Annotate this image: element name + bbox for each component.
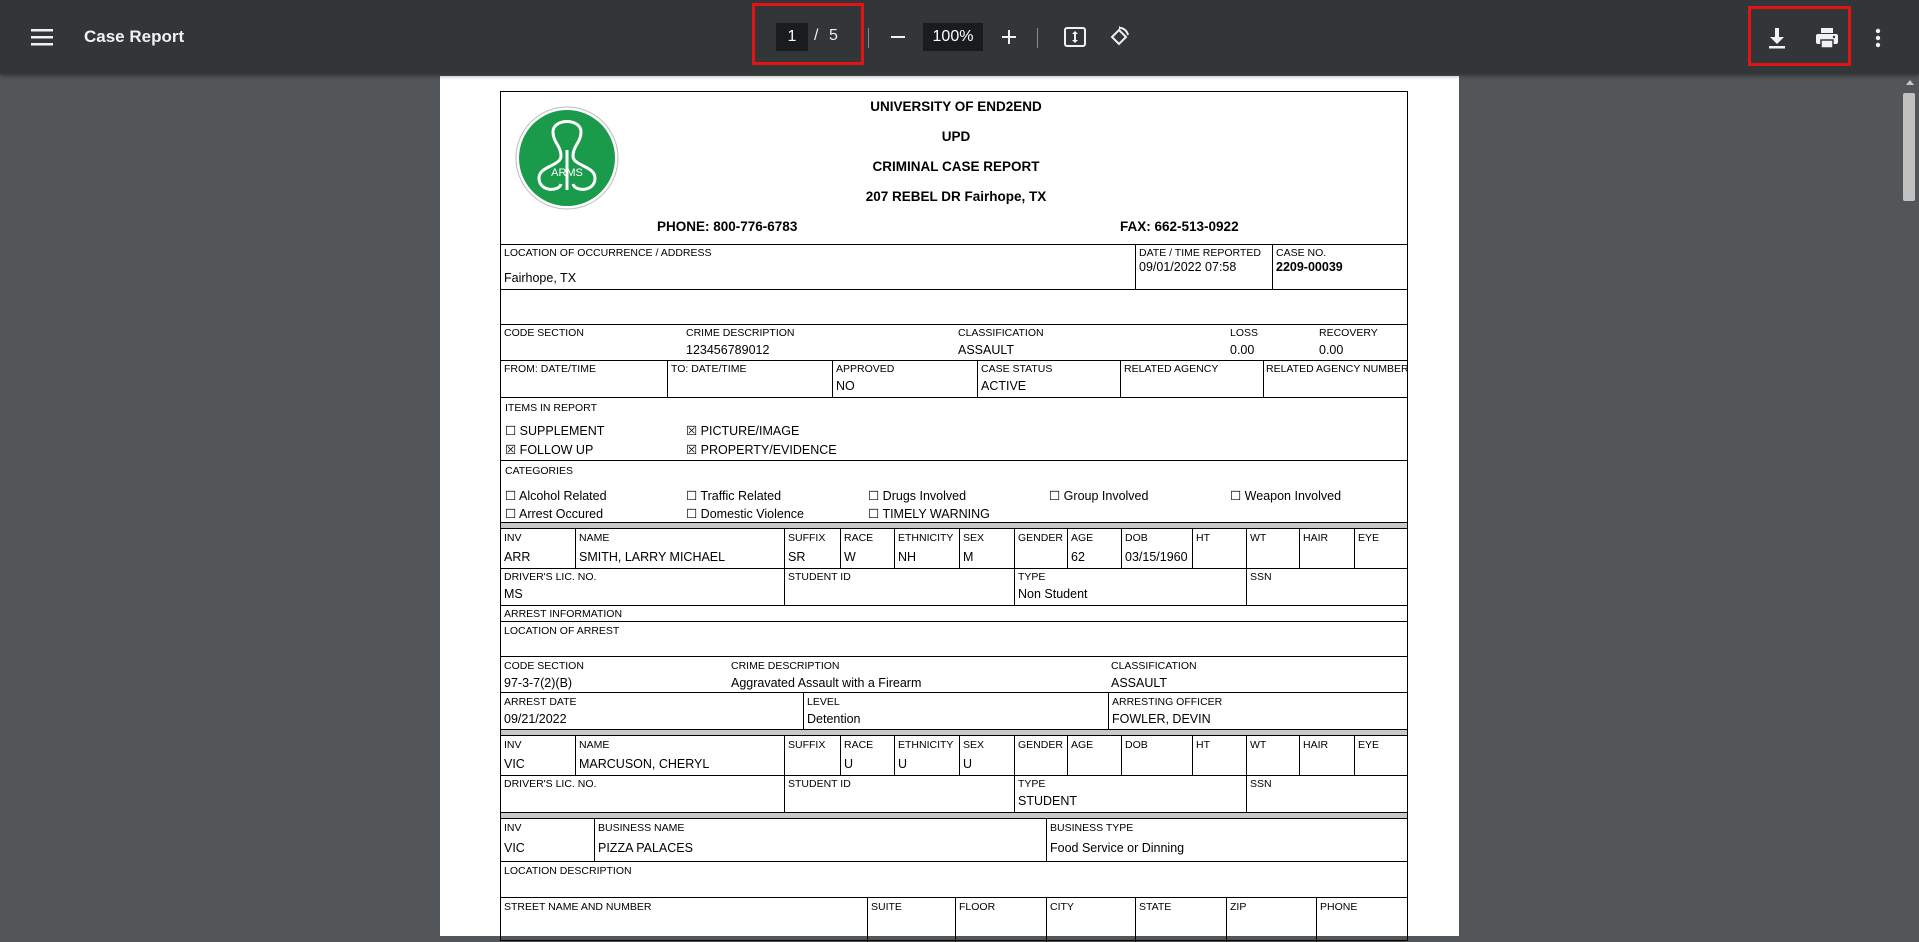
case-report-form (500, 91, 1408, 941)
eye-label: EYE (1358, 739, 1380, 751)
sex-label: SEX (963, 532, 985, 544)
divider (803, 692, 804, 729)
inv-label: INV (504, 532, 522, 544)
location-label: LOCATION OF OCCURRENCE / ADDRESS (504, 247, 712, 259)
divider (1135, 897, 1136, 942)
floor-label: FLOOR (959, 901, 996, 913)
business-type-value: Food Service or Dinning (1050, 841, 1185, 855)
age-label: AGE (1071, 739, 1094, 751)
code-section-label: CODE SECTION (504, 327, 584, 339)
person1-type: Non Student (1018, 587, 1088, 601)
group-checkbox: ☐ Group Involved (1049, 489, 1149, 503)
person1-ethnicity: NH (898, 550, 917, 564)
arresting-officer-value: FOWLER, DEVIN (1112, 712, 1211, 726)
crime-description-value: 123456789012 (686, 343, 770, 357)
menu-icon (31, 28, 53, 46)
person1-age: 62 (1071, 550, 1085, 564)
divider (867, 897, 868, 942)
logo-text: ARMS (551, 167, 583, 179)
agency-phone: PHONE: 800-776-6783 (657, 219, 798, 234)
business-inv-value: VIC (504, 841, 525, 855)
case-status-label: CASE STATUS (981, 363, 1053, 375)
loss-value: 0.00 (1230, 343, 1255, 357)
divider (1121, 528, 1122, 568)
classification-label: CLASSIFICATION (958, 327, 1044, 339)
type-label: TYPE (1018, 571, 1046, 583)
student-id-label: STUDENT ID (788, 571, 851, 583)
divider (501, 812, 1407, 813)
person2-ethnicity: U (898, 757, 908, 771)
divider (575, 735, 576, 775)
arrest-class-label: CLASSIFICATION (1111, 660, 1197, 672)
divider (501, 775, 1407, 776)
person2-sex: U (963, 757, 973, 771)
ssn-label: SSN (1250, 778, 1272, 790)
arresting-officer-label: ARRESTING OFFICER (1112, 696, 1223, 708)
divider (840, 528, 841, 568)
divider (501, 605, 1407, 606)
divider (501, 324, 1407, 325)
person2-race: U (844, 757, 854, 771)
arrest-date-value: 09/21/2022 (504, 712, 567, 726)
fit-to-page-icon (1064, 27, 1086, 47)
arrest-code-label: CODE SECTION (504, 660, 584, 672)
case-no-value: 2209-00039 (1276, 260, 1343, 274)
ethnicity-label: ETHNICITY (898, 532, 954, 544)
dob-label: DOB (1125, 739, 1148, 751)
divider (784, 775, 785, 812)
divider (1014, 528, 1015, 568)
eye-label: EYE (1358, 532, 1380, 544)
divider (1272, 244, 1273, 289)
items-label: ITEMS IN REPORT (505, 402, 597, 414)
divider (1046, 818, 1047, 861)
divider (501, 897, 1407, 898)
alcohol-checkbox: ☐ Alcohol Related (505, 489, 607, 503)
divider (1246, 735, 1247, 775)
drugs-checkbox: ☐ Drugs Involved (868, 489, 967, 503)
divider (955, 897, 956, 942)
divider (832, 360, 833, 397)
divider (1354, 528, 1355, 568)
from-date-label: FROM: DATE/TIME (504, 363, 596, 375)
hair-label: HAIR (1303, 532, 1329, 544)
zoom-out-button[interactable] (882, 21, 914, 53)
arrest-location-label: LOCATION OF ARREST (504, 625, 620, 637)
person1-sex: M (963, 550, 974, 564)
case-no-label: CASE NO. (1276, 247, 1327, 259)
divider (1299, 735, 1300, 775)
property-checkbox: ☒ PROPERTY/EVIDENCE (686, 443, 837, 457)
print-icon (1815, 27, 1839, 49)
person1-dl: MS (504, 587, 523, 601)
hair-label: HAIR (1303, 739, 1329, 751)
divider (501, 735, 1407, 736)
approved-label: APPROVED (836, 363, 895, 375)
divider (1354, 735, 1355, 775)
page-total: 5 (829, 27, 838, 44)
divider (784, 528, 785, 568)
university-name: UNIVERSITY OF END2END (870, 99, 1042, 114)
divider (501, 568, 1407, 569)
location-value: Fairhope, TX (504, 271, 577, 285)
divider (1263, 360, 1264, 397)
rotate-icon (1108, 26, 1130, 48)
rotate-button[interactable] (1103, 21, 1135, 53)
divider (1014, 568, 1015, 605)
divider (1067, 735, 1068, 775)
zoom-input[interactable]: 100% (923, 23, 983, 51)
toolbar-divider (1037, 28, 1038, 48)
person2-type: STUDENT (1018, 794, 1078, 808)
classification-value: ASSAULT (958, 343, 1015, 357)
arrest-crime-value: Aggravated Assault with a Firearm (731, 676, 922, 690)
divider (501, 621, 1407, 622)
arms-logo-icon (515, 106, 619, 210)
race-label: RACE (844, 739, 874, 751)
menu-button[interactable] (22, 19, 62, 55)
pdf-page (440, 76, 1459, 936)
document-title: Case Report (84, 27, 185, 46)
suite-label: SUITE (871, 901, 902, 913)
agency-address: 207 REBEL DR Fairhope, TX (865, 189, 1047, 204)
business-type-label: BUSINESS TYPE (1050, 822, 1134, 834)
weapon-checkbox: ☐ Weapon Involved (1230, 489, 1342, 503)
divider (977, 360, 978, 397)
location-description-label: LOCATION DESCRIPTION (504, 865, 632, 877)
zoom-in-button[interactable] (993, 21, 1025, 53)
plus-icon (1001, 29, 1017, 45)
phone-label: PHONE (1320, 901, 1358, 913)
dob-label: DOB (1125, 532, 1148, 544)
street-label: STREET NAME AND NUMBER (504, 901, 652, 913)
fit-to-page-button[interactable] (1059, 21, 1091, 53)
business-name-value: PIZZA PALACES (598, 841, 693, 855)
business-name-label: BUSINESS NAME (598, 822, 685, 834)
wt-label: WT (1250, 739, 1267, 751)
supplement-checkbox: ☐ SUPPLEMENT (505, 424, 605, 438)
minus-icon (890, 29, 906, 45)
person1-name: SMITH, LARRY MICHAEL (579, 550, 726, 564)
divider (1226, 897, 1227, 942)
divider (1246, 775, 1247, 812)
divider (501, 656, 1407, 657)
student-id-label: STUDENT ID (788, 778, 851, 790)
timely-warning-checkbox: ☐ TIMELY WARNING (868, 507, 990, 521)
recovery-label: RECOVERY (1319, 327, 1378, 339)
date-reported-label: DATE / TIME REPORTED (1139, 247, 1261, 259)
suffix-label: SUFFIX (788, 532, 826, 544)
ethnicity-label: ETHNICITY (898, 739, 954, 751)
arrest-level-value: Detention (807, 712, 861, 726)
race-label: RACE (844, 532, 874, 544)
download-button[interactable] (1760, 21, 1794, 55)
divider (959, 735, 960, 775)
gender-label: GENDER (1018, 739, 1063, 751)
recovery-value: 0.00 (1319, 343, 1344, 357)
arrest-info-label: ARREST INFORMATION (504, 608, 623, 620)
agency-fax: FAX: 662-513-0922 (1120, 219, 1239, 234)
divider (1108, 692, 1109, 729)
divider (501, 729, 1407, 730)
scrollbar-thumb[interactable] (1903, 93, 1915, 201)
dl-label: DRIVER'S LIC. NO. (504, 571, 597, 583)
divider (1121, 735, 1122, 775)
arrest-crime-label: CRIME DESCRIPTION (731, 660, 840, 672)
person1-suffix: SR (788, 550, 806, 564)
gender-label: GENDER (1018, 532, 1063, 544)
more-vert-icon (1875, 28, 1881, 48)
divider (667, 360, 668, 397)
divider (501, 289, 1407, 290)
divider (894, 528, 895, 568)
page-nav-highlight (752, 3, 864, 65)
arrest-date-label: ARREST DATE (504, 696, 577, 708)
arrest-class-value: ASSAULT (1111, 676, 1168, 690)
report-title: CRIMINAL CASE REPORT (872, 159, 1040, 174)
divider (1246, 528, 1247, 568)
traffic-checkbox: ☐ Traffic Related (686, 489, 782, 503)
picture-checkbox: ☒ PICTURE/IMAGE (686, 424, 800, 438)
arrest-code-value: 97-3-7(2)(B) (504, 676, 573, 690)
divider (501, 397, 1407, 398)
person2-inv: VIC (504, 757, 525, 771)
divider (501, 692, 1407, 693)
divider (501, 360, 1407, 361)
divider (1299, 528, 1300, 568)
toolbar-divider (868, 28, 869, 48)
department-name: UPD (941, 129, 971, 144)
loss-label: LOSS (1230, 327, 1259, 339)
divider (959, 528, 960, 568)
categories-label: CATEGORIES (505, 465, 574, 477)
divider (1192, 735, 1193, 775)
arrest-checkbox: ☐ Arrest Occured (505, 507, 604, 521)
more-options-button[interactable] (1866, 21, 1890, 55)
divider (894, 735, 895, 775)
divider (501, 818, 1407, 819)
divider (501, 522, 1407, 523)
related-agency-label: RELATED AGENCY (1124, 363, 1219, 375)
suffix-label: SUFFIX (788, 739, 826, 751)
divider (1120, 360, 1121, 397)
dl-label: DRIVER'S LIC. NO. (504, 778, 597, 790)
divider (1046, 897, 1047, 942)
divider (784, 735, 785, 775)
divider (501, 460, 1407, 461)
divider (784, 568, 785, 605)
divider (1067, 528, 1068, 568)
person1-race: W (844, 550, 856, 564)
name-label: NAME (579, 739, 610, 751)
person1-dob: 03/15/1960 (1125, 550, 1188, 564)
page-separator: / (814, 27, 819, 44)
print-button[interactable] (1810, 21, 1844, 55)
divider (840, 735, 841, 775)
person2-name: MARCUSON, CHERYL (579, 757, 710, 771)
ht-label: HT (1196, 739, 1210, 751)
domestic-checkbox: ☐ Domestic Violence (686, 507, 804, 521)
divider (1192, 528, 1193, 568)
case-status-value: ACTIVE (981, 379, 1027, 393)
person1-inv: ARR (504, 550, 531, 564)
crime-description-label: CRIME DESCRIPTION (686, 327, 795, 339)
ssn-label: SSN (1250, 571, 1272, 583)
download-icon (1767, 27, 1787, 49)
page-number-input[interactable]: 1 (776, 23, 808, 51)
to-date-label: TO: DATE/TIME (671, 363, 747, 375)
approved-value: NO (836, 379, 855, 393)
scroll-up-arrow-icon[interactable] (1906, 80, 1914, 85)
type-label: TYPE (1018, 778, 1046, 790)
inv-label: INV (504, 739, 522, 751)
wt-label: WT (1250, 532, 1267, 544)
divider (575, 528, 576, 568)
divider (1135, 244, 1136, 289)
follow-up-checkbox: ☒ FOLLOW UP (505, 443, 594, 457)
ht-label: HT (1196, 532, 1210, 544)
zip-label: ZIP (1230, 901, 1247, 913)
divider (1246, 568, 1247, 605)
pdf-toolbar (0, 0, 1919, 74)
date-reported-value: 09/01/2022 07:58 (1139, 260, 1237, 274)
arrest-level-label: LEVEL (807, 696, 840, 708)
divider (501, 861, 1407, 862)
business-inv-label: INV (504, 822, 522, 834)
city-label: CITY (1050, 901, 1074, 913)
scrollbar[interactable] (1900, 74, 1919, 923)
divider (1014, 775, 1015, 812)
age-label: AGE (1071, 532, 1094, 544)
divider (1316, 897, 1317, 942)
state-label: STATE (1139, 901, 1172, 913)
divider (501, 528, 1407, 529)
related-agency-number-label: RELATED AGENCY NUMBER (1266, 363, 1409, 375)
divider (594, 818, 595, 861)
divider (1014, 735, 1015, 775)
sex-label: SEX (963, 739, 985, 751)
name-label: NAME (579, 532, 610, 544)
